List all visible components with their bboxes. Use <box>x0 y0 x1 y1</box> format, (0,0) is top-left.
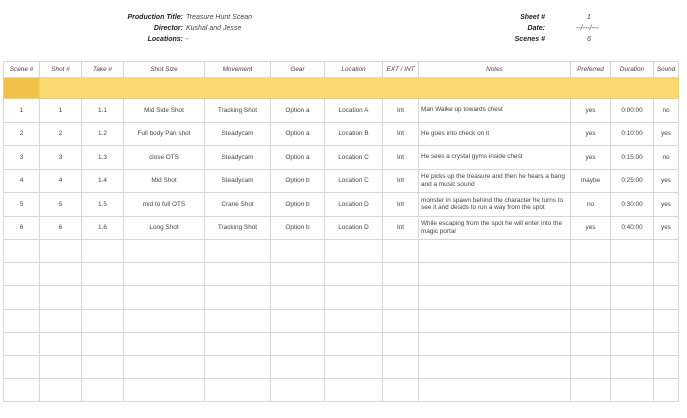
table-cell[interactable] <box>571 332 611 355</box>
table-cell[interactable]: Int <box>383 146 419 170</box>
col-header-gear: Gear <box>271 62 325 78</box>
col-header-preferred: Preferred <box>571 62 611 78</box>
col-header-ext-int: EXT / INT <box>383 62 419 78</box>
table-cell[interactable]: Tracking Shot <box>205 99 271 123</box>
table-cell[interactable]: Location B <box>325 122 383 146</box>
table-cell[interactable]: 1 <box>40 99 82 123</box>
table-cell[interactable] <box>271 332 325 355</box>
table-cell[interactable] <box>325 332 383 355</box>
table-cell[interactable] <box>124 240 205 263</box>
table-cell[interactable]: 0:25:00 <box>611 169 654 193</box>
table-cell[interactable]: monster in spawn behind the character he turns to see it and desids to run a way from the spot <box>419 193 571 217</box>
table-cell[interactable]: Steadycam <box>205 122 271 146</box>
table-cell[interactable] <box>571 355 611 378</box>
table-cell[interactable]: Full body Pan shot <box>124 122 205 146</box>
table-cell[interactable] <box>571 286 611 309</box>
table-cell[interactable] <box>271 240 325 263</box>
table-cell[interactable] <box>419 286 571 309</box>
date-label: Date: <box>527 25 545 32</box>
table-cell[interactable] <box>611 263 654 286</box>
table-cell[interactable]: Option b <box>271 169 325 193</box>
table-cell[interactable] <box>325 355 383 378</box>
table-cell[interactable] <box>383 355 419 378</box>
col-header-take: Take # <box>82 62 124 78</box>
column-header-row <box>4 62 679 78</box>
table-cell[interactable] <box>82 240 124 263</box>
table-cell[interactable]: 1.2 <box>82 122 124 146</box>
table-cell[interactable]: 5 <box>4 193 40 217</box>
empty-row[interactable] <box>4 263 679 286</box>
table-cell[interactable] <box>271 286 325 309</box>
table-row[interactable] <box>4 122 679 146</box>
table-cell[interactable]: yes <box>571 146 611 170</box>
sheet-header <box>0 0 687 60</box>
table-cell[interactable]: no <box>654 146 679 170</box>
table-cell[interactable] <box>124 379 205 402</box>
table-row[interactable] <box>4 99 679 123</box>
col-header-shot-size: Shot Size <box>124 62 205 78</box>
table-cell[interactable] <box>325 379 383 402</box>
sheet-label: Sheet # <box>520 14 545 21</box>
table-cell[interactable]: Location C <box>325 146 383 170</box>
table-cell[interactable] <box>571 309 611 332</box>
table-cell[interactable]: 6 <box>40 216 82 240</box>
table-cell[interactable] <box>611 355 654 378</box>
highlight-row <box>4 78 679 99</box>
table-cell[interactable] <box>4 379 40 402</box>
table-cell[interactable] <box>205 379 271 402</box>
table-cell[interactable] <box>205 263 271 286</box>
table-cell[interactable] <box>271 355 325 378</box>
table-cell[interactable]: Option b <box>271 193 325 217</box>
table-cell[interactable] <box>325 240 383 263</box>
table-cell[interactable] <box>40 332 82 355</box>
col-header-movement: Movement <box>205 62 271 78</box>
table-cell[interactable] <box>611 286 654 309</box>
table-cell[interactable]: yes <box>654 122 679 146</box>
table-cell[interactable] <box>383 309 419 332</box>
table-cell[interactable] <box>124 309 205 332</box>
table-cell[interactable] <box>271 309 325 332</box>
table-cell[interactable] <box>611 309 654 332</box>
empty-row[interactable] <box>4 309 679 332</box>
table-cell[interactable] <box>82 355 124 378</box>
table-cell[interactable]: He goes into check on it <box>419 122 571 146</box>
table-cell[interactable] <box>205 309 271 332</box>
table-cell[interactable]: Location C <box>325 169 383 193</box>
table-cell[interactable]: yes <box>571 216 611 240</box>
col-header-duration: Duration <box>611 62 654 78</box>
table-cell[interactable] <box>4 332 40 355</box>
table-cell[interactable]: Crane Shot <box>205 193 271 217</box>
table-cell[interactable]: Steadycam <box>205 169 271 193</box>
table-cell[interactable] <box>654 286 679 309</box>
table-cell[interactable] <box>325 309 383 332</box>
scenes-label: Scenes # <box>514 36 545 43</box>
col-header-scene: Scene # <box>4 62 40 78</box>
table-cell[interactable]: 0:30:00 <box>611 193 654 217</box>
director-value[interactable]: Kushal and Jesse <box>186 25 242 32</box>
table-cell[interactable] <box>124 332 205 355</box>
table-cell[interactable] <box>205 355 271 378</box>
table-cell[interactable] <box>82 309 124 332</box>
table-cell[interactable] <box>654 332 679 355</box>
table-cell[interactable] <box>654 355 679 378</box>
table-cell[interactable] <box>124 263 205 286</box>
table-cell[interactable] <box>383 379 419 402</box>
table-cell[interactable]: 2 <box>40 122 82 146</box>
empty-row[interactable] <box>4 355 679 378</box>
col-header-sound: Sound <box>654 62 679 78</box>
table-cell[interactable] <box>4 78 40 99</box>
shot-list-table <box>3 61 679 402</box>
table-cell[interactable]: Int <box>383 193 419 217</box>
table-cell[interactable] <box>205 240 271 263</box>
table-cell[interactable]: 0:15:00 <box>611 146 654 170</box>
table-cell[interactable] <box>383 286 419 309</box>
table-cell[interactable]: yes <box>571 99 611 123</box>
locations-label: Locations: <box>147 36 183 43</box>
table-cell[interactable]: Option a <box>271 122 325 146</box>
empty-row[interactable] <box>4 332 679 355</box>
table-cell[interactable]: Int <box>383 216 419 240</box>
table-cell[interactable]: 0:10:00 <box>611 122 654 146</box>
table-cell[interactable] <box>419 332 571 355</box>
table-cell[interactable]: 1.1 <box>82 99 124 123</box>
table-cell[interactable]: 1.4 <box>82 169 124 193</box>
table-cell[interactable]: yes <box>654 169 679 193</box>
table-cell[interactable]: yes <box>571 122 611 146</box>
table-cell[interactable] <box>40 263 82 286</box>
table-cell[interactable]: 4 <box>40 169 82 193</box>
scenes-value[interactable]: 6 <box>587 36 591 43</box>
table-cell[interactable] <box>419 240 571 263</box>
table-cell[interactable] <box>4 286 40 309</box>
table-cell[interactable] <box>40 379 82 402</box>
table-cell[interactable] <box>654 309 679 332</box>
table-cell[interactable]: 4 <box>4 169 40 193</box>
col-header-location: Location <box>325 62 383 78</box>
table-cell[interactable] <box>654 240 679 263</box>
table-cell[interactable] <box>205 286 271 309</box>
table-cell[interactable]: Option a <box>271 99 325 123</box>
table-cell[interactable] <box>419 309 571 332</box>
table-row[interactable] <box>4 169 679 193</box>
table-cell[interactable] <box>611 332 654 355</box>
table-cell[interactable] <box>571 240 611 263</box>
table-cell[interactable]: Option b <box>271 216 325 240</box>
table-cell[interactable] <box>325 286 383 309</box>
table-cell[interactable]: Location D <box>325 193 383 217</box>
table-cell[interactable]: 1.5 <box>82 193 124 217</box>
table-cell[interactable]: 3 <box>40 146 82 170</box>
table-cell[interactable]: 0:40:00 <box>611 216 654 240</box>
table-cell[interactable] <box>571 263 611 286</box>
table-cell[interactable]: maybe <box>571 169 611 193</box>
table-row[interactable] <box>4 146 679 170</box>
table-cell[interactable] <box>654 263 679 286</box>
table-cell[interactable] <box>205 332 271 355</box>
table-cell[interactable] <box>419 263 571 286</box>
table-cell[interactable] <box>82 286 124 309</box>
table-cell[interactable] <box>383 240 419 263</box>
table-cell[interactable]: Man Walke up towards chest <box>419 99 571 123</box>
table-cell[interactable]: Location A <box>325 99 383 123</box>
table-cell[interactable]: 6 <box>4 216 40 240</box>
table-cell[interactable]: Location D <box>325 216 383 240</box>
table-cell[interactable] <box>383 332 419 355</box>
locations-value[interactable]: - <box>186 36 189 43</box>
empty-row[interactable] <box>4 286 679 309</box>
production-title-value[interactable]: Treasure Hunt Scean <box>186 14 253 21</box>
table-cell[interactable] <box>40 355 82 378</box>
table-cell[interactable]: While escaping from the spot he will enter into the magic portal <box>419 216 571 240</box>
table-cell[interactable]: 1.6 <box>82 216 124 240</box>
sheet-value[interactable]: 1 <box>587 14 591 21</box>
table-cell[interactable]: no <box>654 99 679 123</box>
table-cell[interactable]: Option a <box>271 146 325 170</box>
table-cell[interactable] <box>325 263 383 286</box>
table-row[interactable] <box>4 216 679 240</box>
table-cell[interactable] <box>271 379 325 402</box>
table-cell[interactable] <box>4 309 40 332</box>
table-cell[interactable]: close OTS <box>124 146 205 170</box>
table-cell[interactable] <box>40 309 82 332</box>
empty-row[interactable] <box>4 379 679 402</box>
table-cell[interactable]: Int <box>383 169 419 193</box>
table-cell[interactable] <box>82 263 124 286</box>
table-cell[interactable]: Steadycam <box>205 146 271 170</box>
table-cell[interactable] <box>4 355 40 378</box>
table-cell[interactable] <box>124 286 205 309</box>
table-cell[interactable]: no <box>571 193 611 217</box>
table-cell[interactable]: He sees a crystal gyms inside chest <box>419 146 571 170</box>
table-cell[interactable] <box>611 240 654 263</box>
table-cell[interactable]: Mid Shot <box>124 169 205 193</box>
table-cell[interactable] <box>124 355 205 378</box>
table-cell[interactable] <box>571 379 611 402</box>
table-cell[interactable] <box>82 332 124 355</box>
table-cell[interactable]: Long Shot <box>124 216 205 240</box>
table-cell[interactable]: 5 <box>40 193 82 217</box>
table-cell[interactable] <box>4 240 40 263</box>
table-cell[interactable] <box>383 263 419 286</box>
table-cell[interactable]: 1 <box>4 99 40 123</box>
table-cell[interactable] <box>419 379 571 402</box>
production-title-label: Production Title: <box>127 14 183 21</box>
table-cell[interactable]: He picks up the treasure and then he hears a bang and a music sound <box>419 169 571 193</box>
table-cell[interactable] <box>271 263 325 286</box>
table-cell[interactable]: Mid Side Shot <box>124 99 205 123</box>
table-cell[interactable]: mid to full OTS <box>124 193 205 217</box>
table-cell[interactable]: Int <box>383 122 419 146</box>
director-label: Director: <box>153 25 183 32</box>
table-cell[interactable]: 1.3 <box>82 146 124 170</box>
table-cell[interactable] <box>611 379 654 402</box>
table-cell[interactable] <box>419 355 571 378</box>
table-cell[interactable]: yes <box>654 193 679 217</box>
table-cell[interactable]: 3 <box>4 146 40 170</box>
table-cell[interactable]: yes <box>654 216 679 240</box>
table-cell[interactable]: Int <box>383 99 419 123</box>
table-cell[interactable] <box>40 240 82 263</box>
table-cell[interactable] <box>40 78 679 99</box>
table-cell[interactable] <box>4 263 40 286</box>
table-cell[interactable] <box>654 379 679 402</box>
table-cell[interactable] <box>82 379 124 402</box>
table-cell[interactable]: 2 <box>4 122 40 146</box>
table-row[interactable] <box>4 193 679 217</box>
date-value[interactable]: --/---/--- <box>576 25 599 32</box>
col-header-shot: Shot # <box>40 62 82 78</box>
table-cell[interactable]: 0:00:00 <box>611 99 654 123</box>
table-cell[interactable] <box>40 286 82 309</box>
col-header-notes: Notes <box>419 62 571 78</box>
empty-row[interactable] <box>4 240 679 263</box>
table-cell[interactable]: Tracking Shot <box>205 216 271 240</box>
